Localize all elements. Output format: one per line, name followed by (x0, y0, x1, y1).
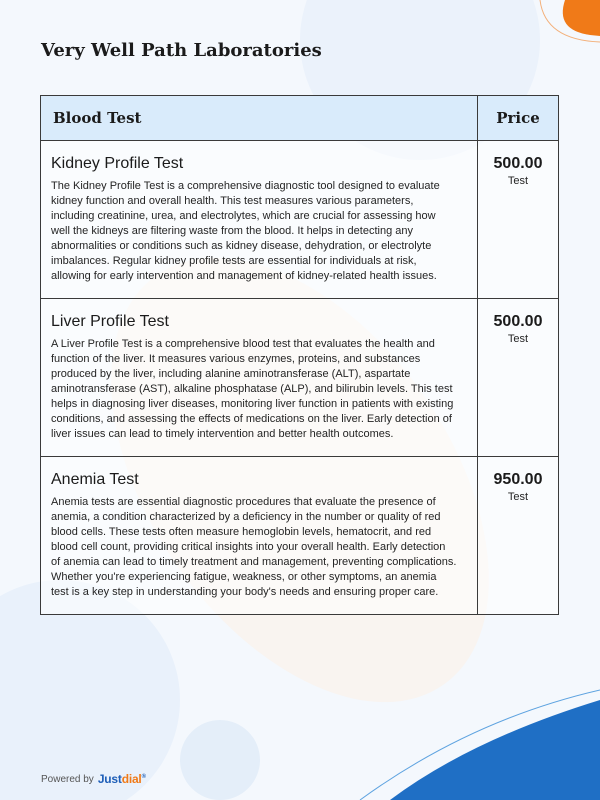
footer (41, 772, 146, 786)
test-description: The Kidney Profile Test is a comprehensive diagnostic tool designed to evaluate kidney function and overall health. This test measures various parameters, including creatinine, urea, and electrolytes, which are crucial for assessing how well the kidneys are filtering waste from the blood. It helps in detecting any abnormalities or conditions such as kidney disease, dehydration, or electrolyte imbalances. Regular kidney profile tests are essential for individuals at risk, allowing for early intervention and management of kidney-related health issues. (51, 180, 440, 282)
price-value: 500.00 (493, 155, 543, 172)
price-table (40, 95, 559, 615)
test-cell (41, 457, 478, 615)
column-header-price: Price (478, 96, 559, 141)
justdial-logo[interactable] (98, 772, 146, 786)
corner-blue-shape (390, 700, 600, 800)
column-header-test: Blood Test (41, 96, 478, 141)
bg-circle-small (180, 720, 260, 800)
logo-mark: ® (141, 774, 146, 780)
logo-dial: dial (121, 772, 142, 786)
test-name: Kidney Profile Test (51, 155, 184, 172)
price-cell (478, 457, 559, 615)
price-cell (478, 299, 559, 457)
page-title: Very Well Path Laboratories (41, 40, 322, 61)
test-description: A Liver Profile Test is a comprehensive blood test that evaluates the health and function of the liver. It measures various enzymes, proteins, and substances produced by the liver, including alanine aminotransferase (ALT), aspartate aminotransferase (AST), alkaline phosphatase (ALP), and bilirubin levels. This test helps in diagnosing liver diseases, monitoring liver function in patients with existing conditions, and assessing the effects of medications on the liver. Early detection of liver issues can lead to timely intervention and better health outcomes. (51, 338, 454, 440)
price-value: 950.00 (493, 471, 543, 488)
test-name: Liver Profile Test (51, 313, 169, 330)
price-value: 500.00 (493, 313, 543, 330)
table-header-row (41, 96, 559, 141)
test-description: Anemia tests are essential diagnostic procedures that evaluate the presence of anemia, a condition characterized by a deficiency in the number or quality of red blood cells. These tests often measure hemoglobin levels, hematocrit, and red blood cell count, providing critical insights into your overall health. Early detection of anemia can lead to timely treatment and management, preventing complications. Whether you're experiencing fatigue, weakness, or other symptoms, an anemia test is a key step in understanding your body's needs and ensuring proper care. (51, 496, 457, 598)
corner-orange-shape (563, 0, 600, 36)
table-row (41, 457, 559, 615)
test-cell (41, 299, 478, 457)
price-unit: Test (507, 175, 529, 187)
powered-by-label: Powered by (41, 773, 94, 785)
test-name: Anemia Test (51, 471, 139, 488)
price-unit: Test (507, 491, 529, 503)
price-cell (478, 141, 559, 299)
price-unit: Test (507, 333, 529, 345)
logo-just: Just (97, 772, 122, 786)
table-row (41, 141, 559, 299)
table-row (41, 299, 559, 457)
test-cell (41, 141, 478, 299)
